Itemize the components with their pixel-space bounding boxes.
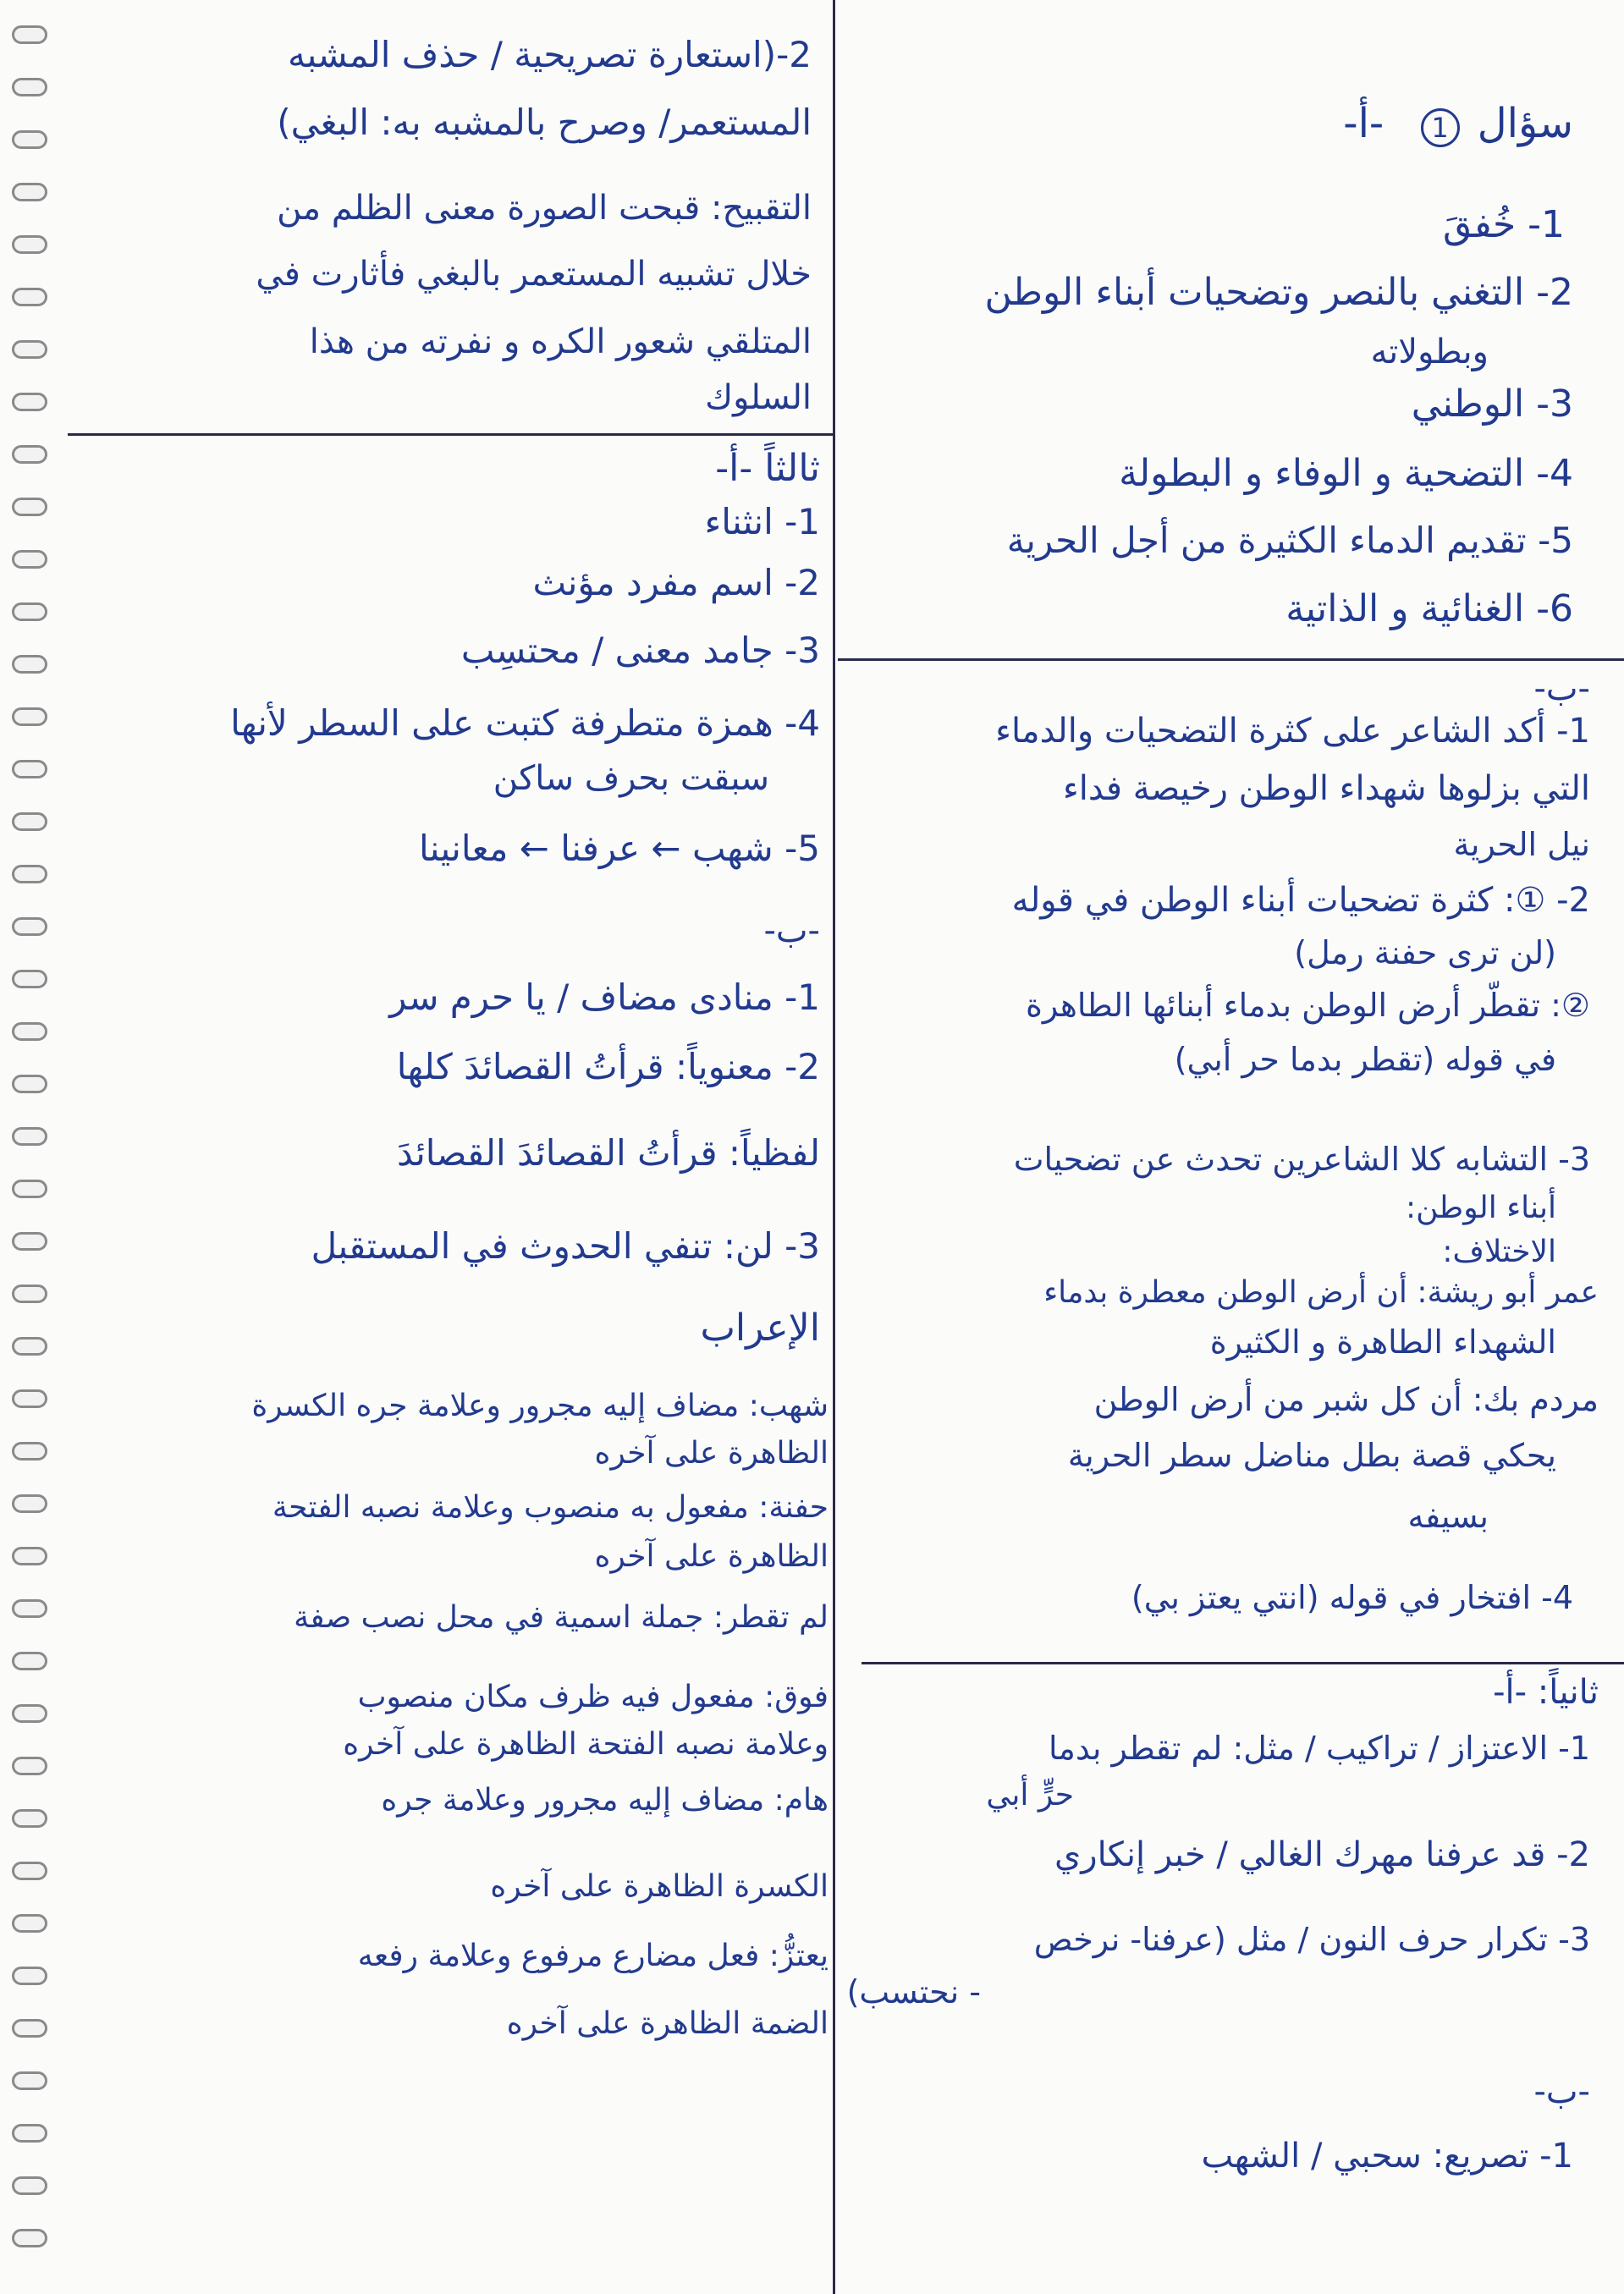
q1-line: 1- خُفقَ xyxy=(1442,203,1565,246)
q3-line: 1- انثناء xyxy=(704,501,820,542)
spiral-coil xyxy=(12,602,47,621)
divider-left-top xyxy=(68,433,834,436)
q1-b-line: في قوله (تقطر بدما حر أبي) xyxy=(1174,1041,1556,1078)
q1-line: 3- الوطني xyxy=(1411,382,1573,426)
q1-b-line: (لن ترى حفنة رمل) xyxy=(1294,934,1556,971)
q1-b-line: 4- افتخار في قوله (انتي يعتز بي) xyxy=(1131,1579,1573,1616)
irab-line: يعتزُّ: فعل مضارع مرفوع وعلامة رفعه xyxy=(357,1939,829,1973)
q2b-line: 1- تصريع: سحبي / الشهب xyxy=(1201,2137,1573,2176)
q1-line: وبطولاته xyxy=(1370,333,1489,371)
q1-b-line: يحكي قصة بطل مناضل سطر الحرية xyxy=(1067,1437,1556,1474)
q1-b-line: مردم بك: أن كل شبر من أرض الوطن xyxy=(1093,1381,1599,1418)
irab-line: الظاهرة على آخره xyxy=(594,1539,829,1574)
irab-line: الضمة الظاهرة على آخره xyxy=(506,2006,829,2041)
q3b-label: -ب- xyxy=(763,911,820,950)
spiral-coil xyxy=(12,1757,47,1775)
left-top-line: المتلقي شعور الكره و نفرته من هذا xyxy=(309,322,812,361)
divider-right-q1 xyxy=(838,658,1624,661)
spiral-coil xyxy=(12,1442,47,1461)
q1-b-line: 2- ①: كثرة تضحيات أبناء الوطن في قوله xyxy=(1011,881,1590,920)
irab-line: فوق: مفعول فيه ظرف مكان منصوب xyxy=(357,1680,829,1714)
q3b-line: لفظياً: قرأتُ القصائدَ القصائدَ xyxy=(397,1132,820,1174)
left-top-line: المستعمر/ وصرح بالمشبه به: البغي) xyxy=(277,102,812,143)
spiral-coil xyxy=(12,970,47,988)
q3-label: ثالثاً -أ- xyxy=(715,447,820,490)
q1-sub-label: -أ- xyxy=(1343,100,1385,147)
spiral-coil xyxy=(12,130,47,149)
left-top-line: السلوك xyxy=(705,378,812,417)
spiral-coil xyxy=(12,498,47,516)
spiral-coil xyxy=(12,1652,47,1670)
q1-line: 6- الغنائية و الذاتية xyxy=(1285,587,1573,630)
spiral-coil xyxy=(12,340,47,359)
spiral-coil xyxy=(12,2071,47,2090)
spiral-coil xyxy=(12,1704,47,1723)
spiral-coil xyxy=(12,1599,47,1618)
q1-b-line: نيل الحرية xyxy=(1453,826,1590,863)
spiral-coil xyxy=(12,707,47,726)
spiral-coil xyxy=(12,445,47,464)
q3b-line: 2- معنوياً: قرأتُ القصائدَ كلها xyxy=(396,1046,820,1087)
q1-b-line: عمر أبو ريشة: أن أرض الوطن معطرة بدماء xyxy=(1043,1275,1599,1310)
q1-line: 2- التغني بالنصر وتضحيات أبناء الوطن xyxy=(984,271,1573,314)
left-top-line: التقبيح: قبحت الصورة معنى الظلم من xyxy=(277,189,812,228)
q1-header xyxy=(1343,100,1573,149)
q2-line: 3- تكرار حرف النون / مثل (عرفنا- نرخص xyxy=(1033,1921,1590,1958)
left-top-line: خلال تشبيه المستعمر بالبغي فأثارت في xyxy=(256,255,812,294)
irab-line: الكسرة الظاهرة على آخره xyxy=(490,1869,829,1904)
q3-line: 3- جامد معنى / محتسِب xyxy=(460,630,820,671)
spiral-coil xyxy=(12,1285,47,1303)
q1-b-line: الشهداء الطاهرة و الكثيرة xyxy=(1209,1323,1556,1361)
spiral-coil xyxy=(12,1232,47,1251)
q2-label: ثانياً: -أ- xyxy=(1493,1673,1599,1712)
column-divider xyxy=(833,0,835,2294)
irab-title: الإعراب xyxy=(700,1307,820,1350)
spiral-coil xyxy=(12,2176,47,2195)
spiral-coil xyxy=(12,1914,47,1933)
q1-b-line: ②: تقطّر أرض الوطن بدماء أبنائها الطاهرة xyxy=(1025,987,1590,1024)
spiral-coil xyxy=(12,78,47,96)
spiral-coil xyxy=(12,1389,47,1408)
q1-b-line: التي بزلوها شهداء الوطن رخيصة فداء xyxy=(1062,769,1590,808)
irab-line: شهب: مضاف إليه مجرور وعلامة جره الكسرة xyxy=(251,1389,829,1423)
spiral-coil xyxy=(12,288,47,306)
q3-line: 4- همزة متطرفة كتبت على السطر لأنها xyxy=(230,702,820,744)
q1-b-line: 1- أكد الشاعر على كثرة التضحيات والدماء xyxy=(995,712,1590,751)
spiral-coil xyxy=(12,1337,47,1356)
spiral-binding xyxy=(0,0,59,2294)
irab-line: هام: مضاف إليه مجرور وعلامة جره xyxy=(381,1783,829,1818)
q3-line: سبقت بحرف ساكن xyxy=(493,759,769,798)
spiral-coil xyxy=(12,1967,47,1985)
irab-line: لم تقطر: جملة اسمية في محل نصب صفة xyxy=(294,1600,829,1635)
q1-circle-number: 1 xyxy=(1421,108,1460,147)
q2b-label: -ب- xyxy=(1533,2072,1590,2111)
q1-b-line: الاختلاف: xyxy=(1442,1235,1556,1269)
irab-line: الظاهرة على آخره xyxy=(594,1436,829,1471)
spiral-coil xyxy=(12,25,47,44)
spiral-coil xyxy=(12,1075,47,1093)
spiral-coil xyxy=(12,2124,47,2143)
q1-b-line: 3- التشابه كلا الشاعرين تحدث عن تضحيات xyxy=(1013,1141,1590,1178)
spiral-coil xyxy=(12,1547,47,1565)
q3-line: 2- اسم مفرد مؤنث xyxy=(532,562,820,603)
spiral-coil xyxy=(12,1862,47,1880)
q3b-line: 1- منادى مضاف / يا حرم سر xyxy=(389,976,820,1018)
spiral-coil xyxy=(12,1180,47,1198)
spiral-coil xyxy=(12,865,47,883)
q1-b-line: أبناء الوطن: xyxy=(1406,1191,1556,1225)
spiral-coil xyxy=(12,2229,47,2247)
q1-line: 4- التضحية و الوفاء و البطولة xyxy=(1119,452,1573,495)
spiral-coil xyxy=(12,812,47,831)
q2-line: 1- الاعتزاز / تراكيب / مثل: لم تقطر بدما xyxy=(1048,1730,1590,1767)
irab-line: حفنة: مفعول به منصوب وعلامة نصبه الفتحة xyxy=(272,1490,829,1525)
q2-line: حرٍّ أبي xyxy=(986,1778,1074,1813)
spiral-coil xyxy=(12,1127,47,1146)
spiral-coil xyxy=(12,655,47,674)
q1-b-label: -ب- xyxy=(1533,669,1590,708)
spiral-coil xyxy=(12,1494,47,1513)
spiral-coil xyxy=(12,1022,47,1041)
q1-line: 5- تقديم الدماء الكثيرة من أجل الحرية xyxy=(1006,520,1573,561)
q3b-line: 3- لن: تنفي الحدوث في المستقبل xyxy=(311,1225,820,1267)
q1-header-text: سؤال xyxy=(1477,100,1573,147)
q1-b-line: بسيفه xyxy=(1407,1498,1489,1535)
spiral-coil xyxy=(12,235,47,254)
q2-line: - نحتسب) xyxy=(846,1973,981,2011)
spiral-coil xyxy=(12,183,47,201)
spiral-coil xyxy=(12,917,47,936)
left-top-line: 2-(استعارة تصريحية / حذف المشبه xyxy=(288,34,812,75)
spiral-coil xyxy=(12,1809,47,1828)
spiral-coil xyxy=(12,550,47,569)
q3-line: 5- شهب ← عرفنا ← معانينا xyxy=(419,828,820,869)
irab-line: وعلامة نصبه الفتحة الظاهرة على آخره xyxy=(343,1727,829,1762)
q2-line: 2- قد عرفنا مهرك الغالي / خبر إنكاري xyxy=(1054,1835,1590,1874)
divider-right-q2 xyxy=(862,1662,1624,1664)
spiral-coil xyxy=(12,2019,47,2038)
spiral-coil xyxy=(12,760,47,778)
spiral-coil xyxy=(12,393,47,411)
